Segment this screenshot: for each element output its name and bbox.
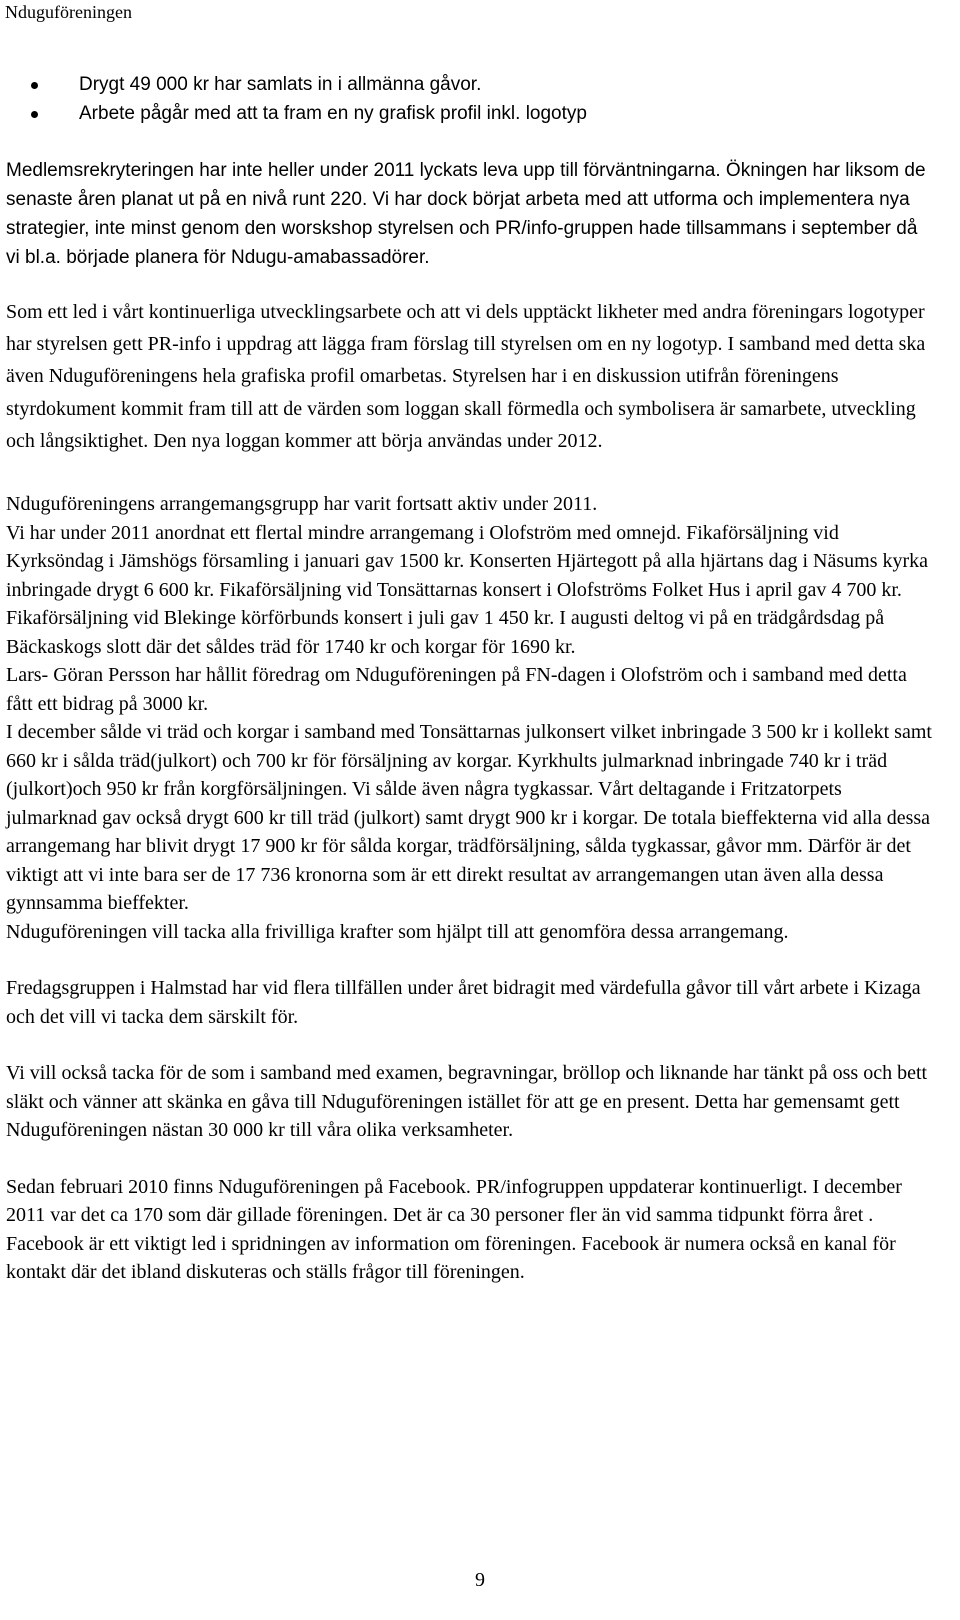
gifts-paragraph: Vi vill också tacka för de som i samband med examen, begravningar, bröllop och liknande har tänkt på oss och bett släkt och vänner att skänka en gåva till Nduguföreningen istället för att ge en present. Detta har gemensamt gett Nduguföreningen nästan 30 000 kr till våra olika verksamheter.: [6, 1062, 928, 1142]
page-number: 9: [475, 1569, 485, 1591]
bullet-list: [6, 70, 936, 128]
logo-paragraph: Som ett led i vårt kontinuerliga utvecklingsarbete och att vi dels upptäckt likheter med andra föreningars logotyper har styrelsen gett PR-info i uppdrag att lägga fram förslag till styrelsen om en ny logotyp. I samband med detta ska även Nduguföreningens hela grafiska profil omarbetas. Styrelsen har i en diskussion utifrån föreningens styrdokument kommit fram till att de värden som loggan skall förmedla och symbolisera är samarbete, utveckling och långsiktighet. Den nya loggan kommer att börja användas under 2012.: [6, 301, 926, 452]
membership-paragraph: Medlemsrekryteringen har inte heller under 2011 lyckats leva upp till förväntningarna. Ökningen har liksom de senaste åren planat ut på en nivå runt 220. Vi har dock börjat arbeta med att utforma och implementera nya strategier, inte minst genom den worskshop styrelsen och PR/info-gruppen hade tillsammans i september då vi bl.a. började planera för Ndugu-amabassadörer.: [6, 160, 926, 268]
running-header: Nduguföreningen: [5, 2, 132, 22]
events-line-intro: Nduguföreningens arrangemangsgrupp har varit fortsatt aktiv under 2011.: [6, 493, 598, 516]
bullet-item-gifts: Drygt 49 000 kr har samlats in i allmänna gåvor.: [6, 70, 936, 99]
membership-section: [6, 70, 936, 272]
events-line-december: I december sålde vi träd och korgar i samband med Tonsättarnas julkonsert vilket inbringade 3 500 kr i kollekt samt 660 kr i sålda träd(julkort) och 700 kr för försäljning av korgar. Kyrkhults julmarknad inbringade 740 kr i träd (julkort)och 950 kr från korgförsäljningen. Vi sålde även några tygkassar. Vårt deltagande i Fritzatorpets julmarknad gav också drygt 600 kr till träd (julkort) samt drygt 900 kr i korgar. De totala bieffekterna vid alla dessa arrangemang har blivit drygt 17 900 kr för sålda korgar, trädförsäljning, sålda tygkassar, gåvor mm. Därför är det viktigt att vi inte bara ser de 17 736 kronorna som är ett direkt resultat av arrangemangen utan även alla dessa gynnsamma bieffekter.: [6, 721, 932, 915]
events-line-lecture: Lars- Göran Persson har hållit föredrag om Nduguföreningen på FN-dagen i Olofström och i samband med detta fått ett bidrag på 3000 kr.: [6, 664, 907, 715]
facebook-paragraph: Sedan februari 2010 finns Nduguföreningen på Facebook. PR/infogruppen uppdaterar kontinuerligt. I december 2011 var det ca 170 som där gillade föreningen. Det är ca 30 personer fler än vid samma tidpunkt förra året . Facebook är ett viktigt led i spridningen av information om föreningen. Facebook är numera också en kanal för kontakt där det ibland diskuteras och ställs frågor till föreningen.: [6, 1175, 902, 1284]
bullet-item-profile: Arbete pågår med att ta fram en ny grafisk profil inkl. logotyp: [6, 99, 936, 128]
events-line-activities: Vi har under 2011 anordnat ett flertal mindre arrangemang i Olofström med omnejd. Fikaförsäljning vid Kyrksöndag i Jämshögs församling i januari gav 1500 kr. Konserten Hjärtegott på alla hjärtans dag i Näsums kyrka inbringade drygt 6 600 kr. Fikaförsäljning vid Tonsättarnas konsert i Olofströms Folket Hus i april gav 4 700 kr. Fikaförsäljning vid Blekinge körförbunds konsert i juli gav 1 450 kr. I augusti deltog vi på en trädgårdsdag på Bäckaskogs slott där det såldes träd för 1740 kr och korgar för 1690 kr.: [6, 521, 929, 658]
page-content: [6, 70, 936, 1287]
events-section: [6, 490, 936, 946]
fredagsgruppen-paragraph: Fredagsgruppen i Halmstad har vid flera tillfällen under året bidragit med värdefulla gåvor till vårt arbete i Kizaga och det vill vi tacka dem särskilt för.: [6, 977, 921, 1028]
events-line-thanks: Nduguföreningen vill tacka alla frivilliga krafter som hjälpt till att genomföra dessa arrangemang.: [6, 920, 789, 943]
